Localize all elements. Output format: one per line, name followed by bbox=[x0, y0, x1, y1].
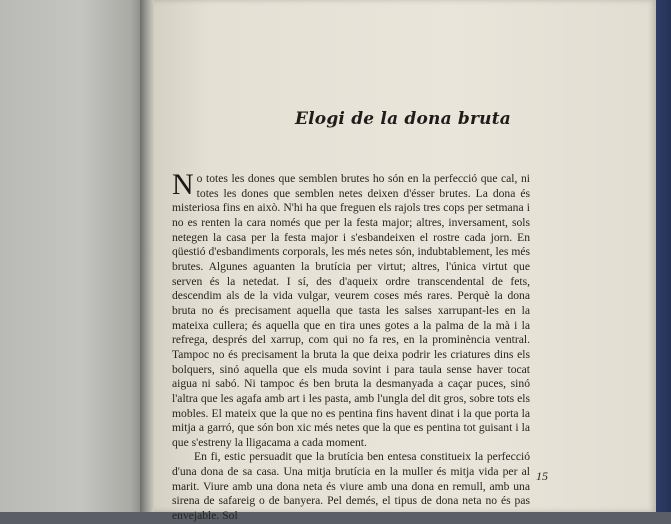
paragraph-2: En fi, estic persuadit que la brutícia ben entesa constitueix la perfecció d'una dona de sa casa. Una mitja brutícia en la muller és mitja vida per al marit. Viure amb una dona neta és viure amb una dona en remull, amb una sirena de safareig o de banyera. Pel demés, el tipus de dona neta no és pas envejable. Sol bbox=[172, 450, 530, 523]
paragraph-1 bbox=[172, 168, 530, 450]
left-page bbox=[0, 0, 148, 512]
paragraph-1-text: o totes les dones que semblen brutes ho són en la perfecció que cal, ni totes les dones que semblen netes deixen d'ésser brutes. La dona és misteriosa fins en això. N'hi ha que freguen els rajols tres cops per setmana i no es renten la cara només que per la festa major; altres, inversament, sols netegen la casa per la festa major i s'esbandeixen el rostre cada jorn. En qüestió d'esbandiments corporals, les més netes són, indubtablement, les més brutes. Algunes aguanten la brutícia per virtut; altres, l'única virtut que serven és la netedat. I sí, des d'aqueix ordre transcendental de fets, descendim als de la vida vulgar, veurem coses més rares. Perquè la dona bruta no és precisament aquella que tasta les salses xarrupant-les en la mateixa cullera; és aquella que en tira unes gotes a la palma de la mà i la refrega, després del xarrup, com qui no fa res, en la prominència ventral. Tampoc no és precisament la bruta la que deixa podrir les criatures dins els bolquers, sinó aquella que els muda sovint i para taula sense haver tocat aigua ni sabó. Ni tampoc és ben bruta la desmanyada a caçar puces, sinó l'altra que les agafa amb art i les pasta, amb l'ungla del dit gros, sobre tots els mobles. El mateix que la que no es pentina fins havent dinat i la que porta la mitja a garró, que són bon xic més netes que la que es pentina tot guisant i la que s'estreny la lligacama a cada moment. bbox=[172, 172, 530, 449]
book-gutter bbox=[140, 0, 154, 512]
blue-background-edge bbox=[656, 0, 671, 512]
page-title: Elogi de la dona bruta bbox=[294, 109, 512, 130]
body-text bbox=[172, 168, 530, 524]
drop-cap: N bbox=[172, 168, 194, 201]
page-number: 15 bbox=[536, 469, 548, 483]
